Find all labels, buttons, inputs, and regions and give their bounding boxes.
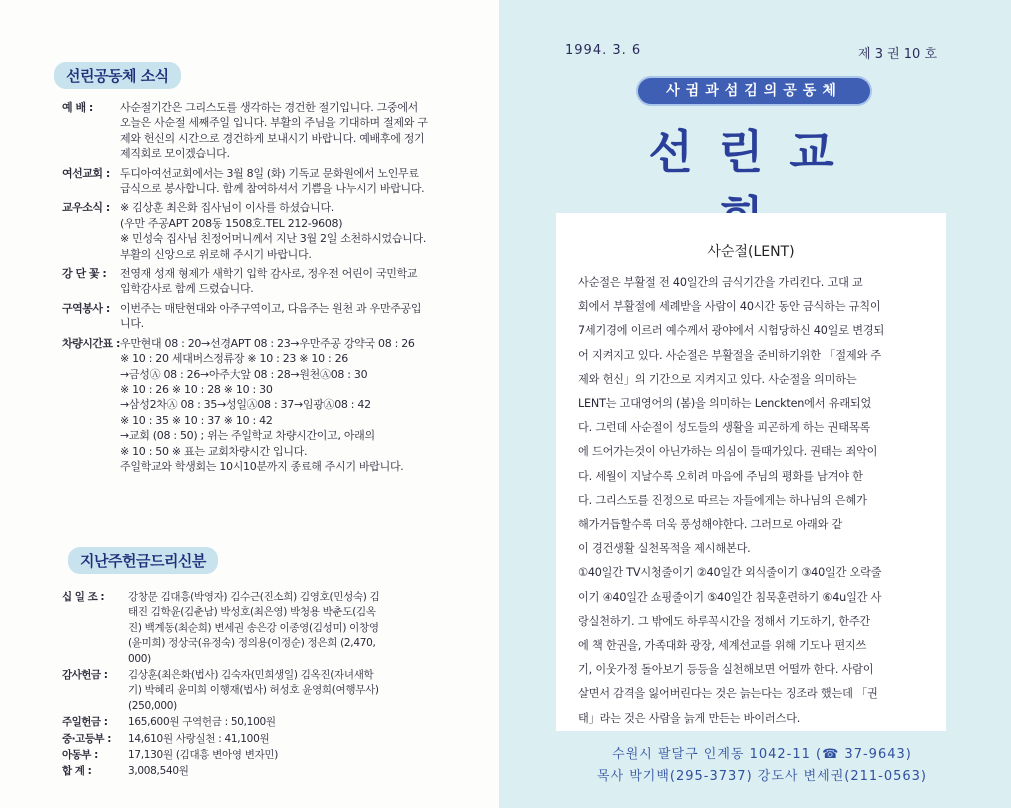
offering-item-label: 합 계 : xyxy=(62,765,92,778)
news-section-title: 선린공동체 소식 xyxy=(54,62,181,89)
news-item-line: 오늘은 사순절 세째주일 입니다. 부활의 주님을 기대하며 절제와 구 xyxy=(120,116,428,130)
offering-item-label: 십 일 조 : xyxy=(62,591,105,603)
article-line: 에 책 한권을, 가족대화 광장, 세계선교를 위해 기도나 편지쓰 xyxy=(578,639,867,653)
news-item-line: →교회 (08 : 50) ; 위는 주일학교 차량시간이고, 아래의 xyxy=(120,429,375,443)
offering-item-line: 14,610원 사랑실천 : 41,100원 xyxy=(128,732,270,745)
article-line: 사순절은 부활절 전 40일간의 금식기간을 가리킨다. 고대 교 xyxy=(578,276,863,289)
church-name: 선린교 xyxy=(648,125,860,179)
offering-item-body xyxy=(128,668,482,714)
offering-item-body xyxy=(128,748,482,763)
article-line: 기, 이웃가정 돌아보기 등등을 실천해보면 어떨까 한다. 사람이 xyxy=(578,663,874,677)
news-item xyxy=(62,301,462,332)
lent-article xyxy=(556,213,946,731)
offering-item-line: 17,130원 (김대흥 변아영 변자민) xyxy=(128,749,279,762)
news-item-line: ※ 10 : 20 세대버스정류장 ※ 10 : 23 ※ 10 : 26 xyxy=(120,352,348,366)
left-page xyxy=(0,0,500,808)
news-item-line: ※ 김상훈 최은화 집사님이 이사를 하셨습니다. xyxy=(120,201,334,215)
news-item-line: 제와 헌신의 시간으로 경건하게 보내시기 바랍니다. 예배후에 정기 xyxy=(120,131,425,145)
publication-date: 1994. 3. 6 xyxy=(565,43,642,58)
offering-item-line: 000) xyxy=(128,652,151,665)
offering-item-body xyxy=(128,715,482,730)
offering-item-line: 진) 백계동(최순희) 변세권 송은강 이종영(김성미) 이창영 xyxy=(128,621,379,634)
article-line: 제와 헌신」의 기간으로 지켜지고 있다. 사순절을 의미하는 xyxy=(578,372,857,386)
church-address: 수원시 팔달구 인계동 1042-11 (☎ 37-9643) xyxy=(612,747,912,762)
news-item-line: ※ 10 : 35 ※ 10 : 37 ※ 10 : 42 xyxy=(120,413,273,427)
news-item xyxy=(62,266,462,297)
news-item-line: →삼성2차Ⓐ 08 : 35→성일Ⓐ08 : 37→임광Ⓐ08 : 42 xyxy=(120,398,371,412)
news-item-body xyxy=(120,200,462,262)
news-list xyxy=(62,100,462,478)
news-item xyxy=(62,100,462,162)
article-line: 어 지켜지고 있다. 사순절은 부활절을 준비하기위한 「절제와 주 xyxy=(578,348,882,362)
article-line: 다. 그리스도를 진정으로 따르는 자들에게는 하나님의 은혜가 xyxy=(578,493,867,507)
offering-item-label: 중·고등부 : xyxy=(62,732,111,745)
article-line: 해가거듭할수록 더욱 풍성해야한다. 그러므로 아래와 같 xyxy=(578,518,843,532)
article-line: 다. 세월이 지날수록 오히려 마음에 주님의 평화를 남겨야 한 xyxy=(578,469,863,483)
offering-item-body xyxy=(128,590,482,667)
article-line: 랑실천하기. 그 밖에도 하루꼭시간을 정해서 기도하기, 한주간 xyxy=(578,614,871,628)
news-item-line: 이번주는 매탄현대와 아주구역이고, 다음주는 원천 과 우만주공입 xyxy=(120,301,422,315)
news-item-line: 주일학교와 학생회는 10시10분까지 종료해 주시기 바랍니다. xyxy=(120,459,404,473)
news-item-body xyxy=(120,336,462,475)
news-item-line: 사순절기간은 그리스도를 생각하는 경건한 절기입니다. 그중에서 xyxy=(120,101,418,114)
community-banner: 사귐과섬김의공동체 xyxy=(638,78,870,104)
news-item-body xyxy=(120,100,462,162)
offering-item-label: 주일헌금 : xyxy=(62,716,108,729)
offering-item-label: 아동부 : xyxy=(62,749,98,762)
offering-item xyxy=(62,748,482,763)
offering-item-line: (250,000) xyxy=(128,699,177,712)
news-item-line: (우만 주공APT 208동 1508호.TEL 212-9608) xyxy=(120,216,343,230)
offering-section-title: 지난주헌금드리신분 xyxy=(68,547,218,574)
offering-list xyxy=(62,590,482,781)
offering-item xyxy=(62,715,482,730)
news-item-line: ※ 10 : 26 ※ 10 : 28 ※ 10 : 30 xyxy=(120,382,273,396)
news-item-line: ※ 민성숙 집사님 친정어머니께서 지난 3월 2일 소천하시었습니다. xyxy=(120,232,427,246)
news-item-body xyxy=(120,266,462,297)
news-item xyxy=(62,336,462,475)
news-item-body xyxy=(120,166,462,197)
news-item-label: 여선교회 : xyxy=(62,166,110,180)
news-item-body xyxy=(120,301,462,332)
article-line: LENT는 고대영어의 (봄)을 의미하는 Lenckten에서 유래되었 xyxy=(578,397,872,411)
offering-item-line: 3,008,540원 xyxy=(128,765,189,778)
news-item-line: 급식으로 봉사합니다. 함께 참여하셔서 기쁨을 나누시기 바랍니다. xyxy=(120,182,425,196)
article-line: 에 드어가는것이 아닌가하는 의심이 들때가있다. 권태는 죄악이 xyxy=(578,445,878,459)
issue-number: 제 3 권 10 호 xyxy=(858,47,938,62)
offering-item-label: 감사헌금 : xyxy=(62,669,108,682)
article-line: 이기 ④40일간 쇼핑줄이기 ⑤40일간 침묵훈련하기 ⑥4u일간 사 xyxy=(578,590,882,604)
article-line: 살면서 감격을 잃어버린다는 것은 늙는다는 징조라 했는데 「권 xyxy=(578,687,878,701)
offering-item-body xyxy=(128,732,482,747)
news-item xyxy=(62,166,462,197)
offering-item-body xyxy=(128,764,482,779)
news-item-line: 두디아여선교회에서는 3월 8일 (화) 기독교 문화원에서 노인무료 xyxy=(120,166,419,180)
offering-item xyxy=(62,668,482,714)
news-item-label: 구역봉사 : xyxy=(62,301,110,315)
news-item-line: 우만현대 08 : 20→선경APT 08 : 23→우만주공 강약국 08 : 26 xyxy=(120,336,415,350)
offering-item-line: (윤미희) 정상국(유정숙) 정의용(이정순) 정은희 (2,470, xyxy=(128,637,376,650)
article-title: 사순절(LENT) xyxy=(707,244,795,260)
offering-item xyxy=(62,590,482,667)
news-item-line: 니다. xyxy=(120,317,144,331)
offering-item-line: 태진 김학윤(김춘남) 박성호(최은영) 박청용 박춘도(김옥 xyxy=(128,606,376,619)
news-item-label: 교우소식 : xyxy=(62,201,110,215)
offering-item-line: 김상훈(최은화(법사) 김숙자(민희생일) 김옥진(자녀새학 xyxy=(128,669,374,682)
news-item-line: 부활의 신앙으로 위로해 주시기 바랍니다. xyxy=(120,247,312,261)
article-line: 태」라는 것은 사람을 늙게 만든는 바이러스다. xyxy=(578,711,801,725)
offering-item xyxy=(62,764,482,779)
news-item xyxy=(62,200,462,262)
news-item-line: 입학감사로 함께 드렸습니다. xyxy=(120,282,254,296)
article-line: 이 경건생활 실천목적을 제시해본다. xyxy=(578,542,751,556)
news-item-label: 강 단 꽃 : xyxy=(62,267,107,281)
article-line: 7세기경에 이르러 예수께서 광야에서 시험당하신 40일로 변경되 xyxy=(578,324,885,338)
offering-item xyxy=(62,732,482,747)
news-item-label: 차량시간표 : xyxy=(62,336,120,350)
news-item-line: 제직회로 모이겠습니다. xyxy=(120,147,230,161)
church-staff: 목사 박기백(295-3737) 강도사 변세권(211-0563) xyxy=(597,769,927,784)
article-line: ①40일간 TV시청줄이기 ②40일간 외식줄이기 ③40일간 오락줄 xyxy=(578,566,882,580)
offering-item-line: 기) 박혜리 윤미희 이행재(법사) 허성호 윤영희(여행무사) xyxy=(128,684,379,697)
news-item-line: 전영재 성재 형제가 새학기 입학 감사로, 정우전 어린이 국민학교 xyxy=(120,267,418,281)
article-body xyxy=(578,271,928,731)
article-line: 회에서 부활절에 세례받을 사람이 40시간 동안 금식하는 규칙이 xyxy=(578,300,881,314)
offering-item-line: 강창문 김대흥(박영자) 김수근(진소희) 김영호(민성숙) 김 xyxy=(128,591,380,603)
news-item-label: 예 배 : xyxy=(62,101,93,114)
news-item-line: →금성Ⓐ 08 : 26→아주大앞 08 : 28→원천Ⓐ08 : 30 xyxy=(120,367,368,381)
news-item-line: ※ 10 : 50 ※ 표는 교회차량시간 입니다. xyxy=(120,444,308,458)
offering-item-line: 165,600원 구역헌금 : 50,100원 xyxy=(128,716,276,729)
article-line: 다. 그런데 사순절이 성도들의 생활을 피곤하게 하는 권태목록 xyxy=(578,421,871,435)
